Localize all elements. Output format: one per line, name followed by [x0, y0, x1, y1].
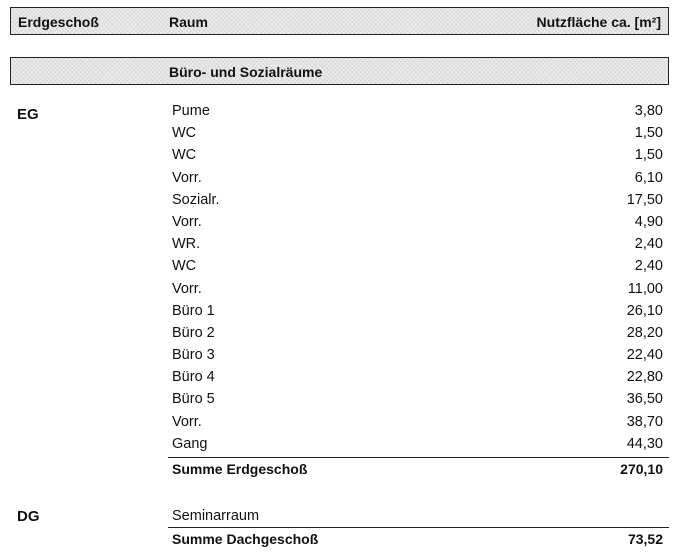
table-row	[172, 412, 663, 434]
room-area: 11,00	[627, 280, 663, 297]
table-row	[172, 168, 663, 190]
room-area: 26,10	[626, 302, 663, 319]
sum-divider-dg	[168, 527, 669, 528]
floor-label-dg: DG	[17, 508, 40, 525]
room-area: 28,20	[626, 324, 663, 341]
room-name: Vorr.	[172, 280, 202, 297]
room-area: 1,50	[634, 125, 663, 142]
table-row	[172, 279, 663, 301]
room-area: 2,40	[634, 236, 663, 253]
room-name: Vorr.	[172, 213, 202, 230]
section-title: Büro- und Sozialräume	[169, 64, 323, 80]
table-row	[172, 301, 663, 323]
room-area: 6,10	[634, 169, 663, 186]
room-name: Pume	[172, 103, 210, 119]
room-name: Büro 5	[172, 391, 215, 408]
room-name: Gang	[172, 435, 208, 452]
table-row	[172, 389, 663, 411]
room-name: Büro 4	[172, 369, 215, 386]
table-row	[172, 190, 663, 212]
table-row	[172, 345, 663, 367]
table-row	[172, 123, 663, 145]
table-row	[172, 234, 663, 256]
sum-divider-eg	[168, 457, 669, 458]
table-row	[172, 434, 663, 456]
sum-label-eg: Summe Erdgeschoß	[172, 461, 308, 477]
table-row	[172, 145, 663, 167]
room-name: Sozialr.	[172, 191, 220, 208]
room-area: 1,50	[634, 147, 663, 164]
header-area: Nutzfläche ca. [m²]	[536, 14, 661, 30]
header-floor: Erdgeschoß	[18, 14, 99, 30]
section-header	[10, 57, 669, 85]
sum-value-dg: 73,52	[627, 531, 663, 547]
header-room: Raum	[169, 14, 208, 30]
room-area: 4,90	[634, 213, 663, 230]
table-row	[172, 256, 663, 278]
room-name: WR.	[172, 236, 201, 253]
room-name: WC	[172, 258, 197, 275]
room-area: 3,80	[634, 103, 663, 119]
room-area: 22,40	[626, 347, 663, 364]
table-row	[172, 367, 663, 389]
room-name: Büro 2	[172, 324, 215, 341]
room-area: 38,70	[626, 413, 663, 430]
table-row	[172, 212, 663, 234]
sum-label-dg: Summe Dachgeschoß	[172, 531, 319, 547]
room-area: 44,30	[626, 435, 663, 452]
room-area: 22,80	[626, 369, 663, 386]
room-area: 17,50	[626, 191, 663, 208]
room-area: 2,40	[634, 258, 663, 275]
table-row	[172, 101, 663, 123]
room-area: 36,50	[626, 391, 663, 408]
table-header	[10, 7, 669, 35]
room-name: WC	[172, 147, 197, 164]
room-name: Büro 3	[172, 347, 215, 364]
table-row	[172, 323, 663, 345]
room-name: Vorr.	[172, 169, 202, 186]
sum-value-eg: 270,10	[620, 461, 663, 477]
room-name: WC	[172, 125, 197, 142]
floor-label-eg: EG	[17, 106, 39, 123]
room-name: Büro 1	[172, 302, 215, 319]
room-list-eg	[172, 101, 663, 456]
room-name-dg: Seminarraum	[172, 508, 260, 524]
room-name: Vorr.	[172, 413, 202, 430]
